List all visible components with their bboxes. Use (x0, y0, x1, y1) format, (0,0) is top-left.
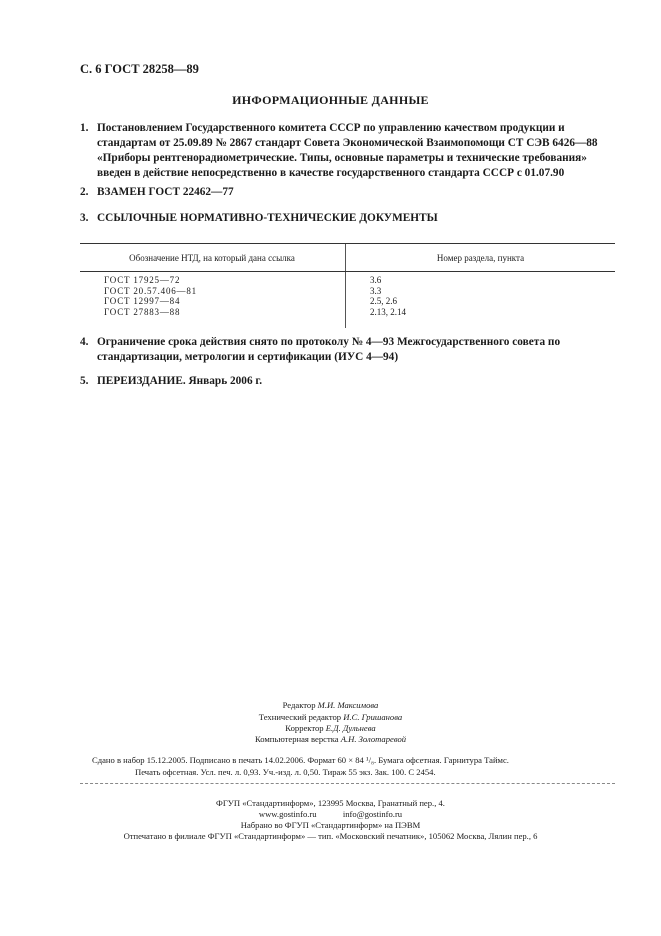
credit-name: А.Н. Золотаревой (340, 734, 407, 744)
item-number: 1. (80, 122, 89, 134)
publisher-contacts (0, 809, 661, 819)
item-text: ПЕРЕИЗДАНИЕ. Январь 2006 г. (97, 375, 263, 387)
reference-table (80, 243, 615, 317)
table-row (80, 275, 615, 286)
publisher-website: www.gostinfo.ru (258, 809, 317, 819)
publisher-email: info@gostinfo.ru (342, 809, 403, 819)
table-row (80, 286, 615, 297)
credit-label: Корректор (285, 723, 324, 733)
item-text: Постановлением Государственного комитета СССР по управлению качеством продукции и стандартам от 25.09.89 № 2867 стандарт Совета Экономической Взаимопомощи СТ СЭВ 6426—88 «Приборы рентгенорадиометрические. Типы, основные параметры и технические требования» введен в действие непосредственно в качестве государственного стандарта СССР с 01.07.90 (97, 122, 598, 179)
document-cell: ГОСТ 27883—88 (104, 306, 181, 317)
info-item-3 (80, 211, 620, 226)
credit-name: М.И. Максимова (317, 700, 379, 710)
info-item-4 (80, 335, 620, 365)
credit-label: Технический редактор (258, 712, 342, 722)
credit-corrector (0, 723, 661, 733)
info-item-1 (80, 121, 620, 181)
table-row (80, 296, 615, 307)
section-cell: 3.6 (370, 275, 382, 285)
table-row (80, 307, 615, 318)
printed-info: Отпечатано в филиале ФГУП «Стандартинформ» — тип. «Московский печатник», 105062 Москва, Лялин пер., 6 (123, 831, 538, 841)
publisher-address: ФГУП «Стандартинформ», 123995 Москва, Гранатный пер., 4. (216, 798, 445, 808)
table-body (80, 272, 615, 317)
section-cell: 2.5, 2.6 (370, 296, 397, 307)
typeset-info: Набрано во ФГУП «Стандартинформ» на ПЭВМ (240, 820, 421, 830)
document-cell: ГОСТ 12997—84 (104, 296, 181, 307)
print-info-line-2: Печать офсетная. Усл. печ. л. 0,93. Уч.-изд. л. 0,50. Тираж 55 экз. Зак. 100. С 2454. (135, 767, 436, 777)
info-item-2 (80, 185, 620, 200)
item-text: Ограничение срока действия снято по протоколу № 4—93 Межгосударственного совета по стандартизации, метрологии и сертификации (ИУС 4—94) (97, 336, 561, 363)
credit-name: И.С. Гришанова (343, 712, 403, 722)
column-header-document: Обозначение НТД, на который дана ссылка (129, 253, 295, 263)
divider-line (80, 783, 615, 784)
item-number: 3. (80, 212, 89, 224)
item-number: 5. (80, 375, 89, 387)
page-header: С. 6 ГОСТ 28258—89 (80, 62, 199, 76)
section-cell: 3.3 (370, 285, 382, 296)
item-text: ССЫЛОЧНЫЕ НОРМАТИВНО-ТЕХНИЧЕСКИЕ ДОКУМЕНТЫ (97, 212, 438, 224)
credit-tech-editor (0, 712, 661, 722)
credit-editor (0, 700, 661, 710)
credit-layout (0, 734, 661, 744)
credit-name: Е.Д. Дульнева (325, 723, 376, 733)
credit-label: Компьютерная верстка (254, 734, 339, 744)
table-header (80, 243, 615, 272)
section-title: ИНФОРМАЦИОННЫЕ ДАННЫЕ (232, 93, 429, 107)
credit-label: Редактор (282, 700, 316, 710)
print-info-line-1: Сдано в набор 15.12.2005. Подписано в печать 14.02.2006. Формат 60 × 84 ¹/₈. Бумага офсетная. Гарнитура Таймс. (92, 755, 509, 765)
document-cell: ГОСТ 17925—72 (104, 275, 181, 285)
section-cell: 2.13, 2.14 (370, 306, 406, 317)
document-cell: ГОСТ 20.57.406—81 (104, 285, 197, 296)
item-text: ВЗАМЕН ГОСТ 22462—77 (97, 186, 234, 198)
column-header-section: Номер раздела, пункта (436, 253, 525, 263)
item-number: 4. (80, 336, 89, 348)
item-number: 2. (80, 186, 89, 198)
info-item-5 (80, 374, 620, 389)
